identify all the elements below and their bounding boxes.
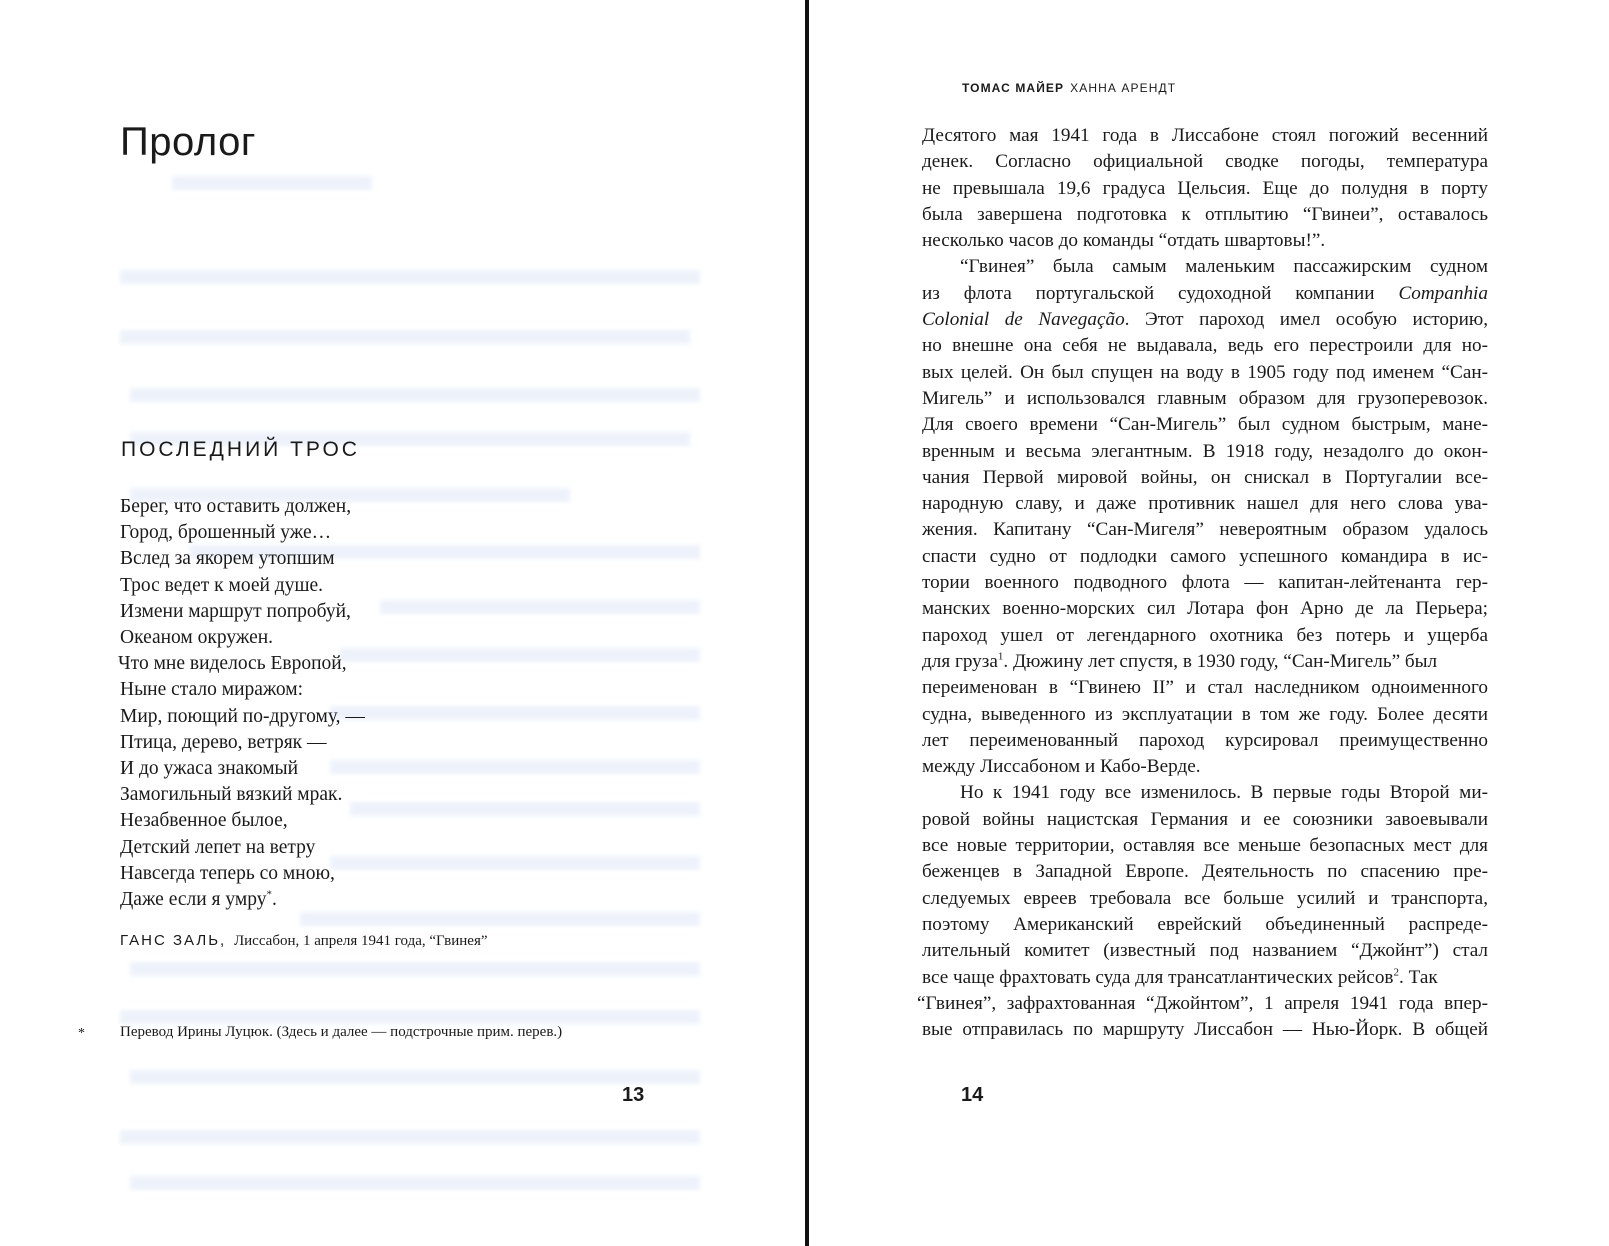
text-line: была завершена подготовка к отплытию “Гвинеи”, оставалось bbox=[922, 203, 1488, 225]
text-line: судна, выведенного из эксплуатации в том же году. Более десяти bbox=[922, 703, 1488, 725]
bleed-through-mark bbox=[330, 760, 700, 774]
text-line: несколько часов до команды “отдать швартовы!”. bbox=[922, 230, 1326, 252]
text-line: все новые территории, оставляя все меньше безопасных мест для bbox=[922, 835, 1488, 857]
text-line bbox=[922, 649, 1488, 675]
epigraph-poem bbox=[120, 494, 365, 913]
page-number: 13 bbox=[622, 1084, 645, 1106]
text-line: Мигель” и использовался главным образом для грузоперевозок. bbox=[922, 387, 1488, 409]
text-line: между Лиссабоном и Кабо-Верде. bbox=[922, 756, 1201, 778]
chapter-title: Пролог bbox=[120, 120, 256, 164]
text-line: переименован в “Гвинею II” и стал наследником одноименного bbox=[922, 677, 1488, 699]
text-line: манских военно-морских сил Лотара фон Арно де ла Перьера; bbox=[922, 598, 1488, 620]
bleed-through-mark bbox=[130, 962, 700, 976]
footnote-ref: 1 bbox=[997, 650, 1004, 663]
text-line: тории военного подводного флота — капитан-лейтенанта гер- bbox=[922, 572, 1488, 594]
bleed-through-mark bbox=[120, 270, 700, 284]
poem-line: Незабвенное былое, bbox=[120, 810, 288, 832]
text-line: но внешне она себя не выдавала, ведь его перестроили для но- bbox=[922, 335, 1488, 357]
section-title: ПОСЛЕДНИЙ ТРОС bbox=[121, 438, 360, 461]
bleed-through-mark bbox=[330, 856, 700, 870]
running-head-author: ТОМАС МАЙЕР bbox=[962, 81, 1065, 95]
text-line: Для своего времени “Сан-Мигель” был судном быстрым, мане- bbox=[922, 414, 1488, 436]
text-line: “Гвинея” была самым маленьким пассажирским судном bbox=[960, 256, 1488, 278]
poem-line: Мир, поющий по-другому, — bbox=[120, 705, 365, 727]
text-line: спасти судно от подлодки самого успешного командира в ис- bbox=[922, 545, 1488, 567]
poem-line-text: Даже если я умру bbox=[120, 889, 267, 911]
poem-line: Навсегда теперь со мною, bbox=[120, 862, 335, 884]
bleed-through-mark bbox=[350, 802, 700, 816]
poem-line: Город, брошенный уже… bbox=[120, 522, 332, 544]
text-line: пароход ушел от легендарного охотника без потерь и ущерба bbox=[922, 624, 1488, 646]
text-line bbox=[922, 965, 1488, 991]
text-line: денек. Согласно официальной сводке погоды, температура bbox=[922, 151, 1488, 173]
bleed-through-mark bbox=[330, 706, 700, 720]
attribution-author: ГАНС ЗАЛЬ, bbox=[120, 932, 227, 949]
text-line: следуемых евреев требовала все больше усилий и транспорта, bbox=[922, 887, 1488, 909]
bleed-through-mark bbox=[120, 330, 690, 344]
running-head-title: ХАННА АРЕНДТ bbox=[1070, 81, 1177, 95]
footnote-ref: * bbox=[266, 888, 272, 901]
poem-line: И до ужаса знакомый bbox=[120, 758, 299, 780]
text-line: вые отправилась по маршруту Лиссабон — Нью-Йорк. В общей bbox=[922, 1019, 1488, 1041]
page-number: 14 bbox=[961, 1084, 984, 1106]
text-line: беженцев в Западной Европе. Деятельность по спасению пре- bbox=[922, 861, 1488, 883]
attribution-text: Лиссабон, 1 апреля 1941 года, “Гвинея” bbox=[233, 933, 488, 949]
text-line: лет переименованный пароход курсировал преимущественно bbox=[922, 729, 1488, 751]
text-line: поэтому Американский еврейский объединенный распреде- bbox=[922, 913, 1488, 935]
footnote-marker: * bbox=[78, 1026, 85, 1041]
text-fragment: . Дюжину лет спустя, в 1930 году, “Сан-Мигель” был bbox=[1003, 650, 1438, 672]
bleed-through-mark bbox=[300, 912, 700, 926]
italic-company-name: Companhia bbox=[1398, 282, 1488, 304]
bleed-through-mark bbox=[130, 388, 700, 402]
poem-line: Океаном окружен. bbox=[120, 627, 274, 649]
text-line: из флота португальской судоходной компании Companhia bbox=[922, 282, 1488, 304]
text-fragment: . Так bbox=[1398, 966, 1438, 988]
poem-line: Что мне виделось Европой, bbox=[118, 653, 347, 675]
text-line: чания Первой мировой войны, он снискал в Португалии все- bbox=[922, 466, 1488, 488]
bleed-through-mark bbox=[130, 1070, 700, 1084]
text-line: Colonial de Navegação. Этот пароход имел особую историю, bbox=[922, 309, 1488, 331]
poem-line: Измени маршрут попробуй, bbox=[120, 600, 351, 622]
text-line: не превышала 19,6 градуса Цельсия. Еще до полудня в порту bbox=[922, 177, 1488, 199]
poem-line: Трос ведет к моей душе. bbox=[120, 574, 324, 596]
text-line: вренным и весьма элегантным. В 1918 году, незадолго до окон- bbox=[922, 440, 1488, 462]
italic-company-name-cont: Colonial de Navegação bbox=[922, 309, 1125, 331]
poem-line-suffix: . bbox=[271, 889, 277, 911]
poem-line: Детский лепет на ветру bbox=[120, 836, 316, 858]
poem-line: Берег, что оставить должен, bbox=[120, 496, 352, 517]
poem-line: Птица, дерево, ветряк — bbox=[120, 731, 327, 753]
text-fragment: все чаще фрахтовать суда для трансатлантических рейсов bbox=[922, 966, 1394, 988]
body-text bbox=[917, 123, 1488, 1043]
poem-line: Вслед за якорем утопшим bbox=[120, 548, 335, 570]
poem-attribution bbox=[120, 932, 488, 950]
text-line: лительный комитет (известный под названием “Джойнт”) стал bbox=[922, 940, 1488, 962]
text-line: жения. Капитану “Сан-Мигеля” невероятным образом удалось bbox=[922, 519, 1488, 541]
poem-line: Замогильный вязкий мрак. bbox=[120, 784, 343, 806]
text-line: “Гвинея”, зафрахтованная “Джойнтом”, 1 апреля 1941 года впер- bbox=[917, 992, 1488, 1014]
running-head bbox=[962, 81, 1176, 95]
text-line: Десятого мая 1941 года в Лиссабоне стоял погожий весенний bbox=[922, 125, 1488, 146]
poem-last-line bbox=[120, 887, 365, 913]
text-line: ровой войны нацистская Германия и ее союзники завоевывали bbox=[922, 808, 1488, 830]
footnote-text: Перевод Ирины Луцюк. (Здесь и далее — подстрочные прим. перев.) bbox=[120, 1024, 563, 1040]
footnote-ref: 2 bbox=[1393, 966, 1399, 979]
text-line: вых целей. Он был спущен на воду в 1905 году под именем “Сан- bbox=[922, 361, 1488, 383]
poem-line: Ныне стало миражом: bbox=[120, 679, 304, 701]
book-spine-gutter bbox=[805, 0, 809, 1246]
bleed-through-mark bbox=[172, 176, 372, 190]
bleed-through-mark bbox=[120, 1010, 700, 1024]
bleed-through-mark bbox=[120, 1130, 700, 1144]
bleed-through-mark bbox=[340, 648, 700, 662]
bleed-through-mark bbox=[130, 1176, 700, 1190]
bleed-through-mark bbox=[380, 600, 700, 614]
text-fragment: для груза bbox=[922, 650, 998, 672]
text-line: народную славу, и даже противник нашел для него слова ува- bbox=[922, 493, 1488, 515]
text-line: Но к 1941 году все изменилось. В первые годы Второй ми- bbox=[960, 782, 1488, 804]
